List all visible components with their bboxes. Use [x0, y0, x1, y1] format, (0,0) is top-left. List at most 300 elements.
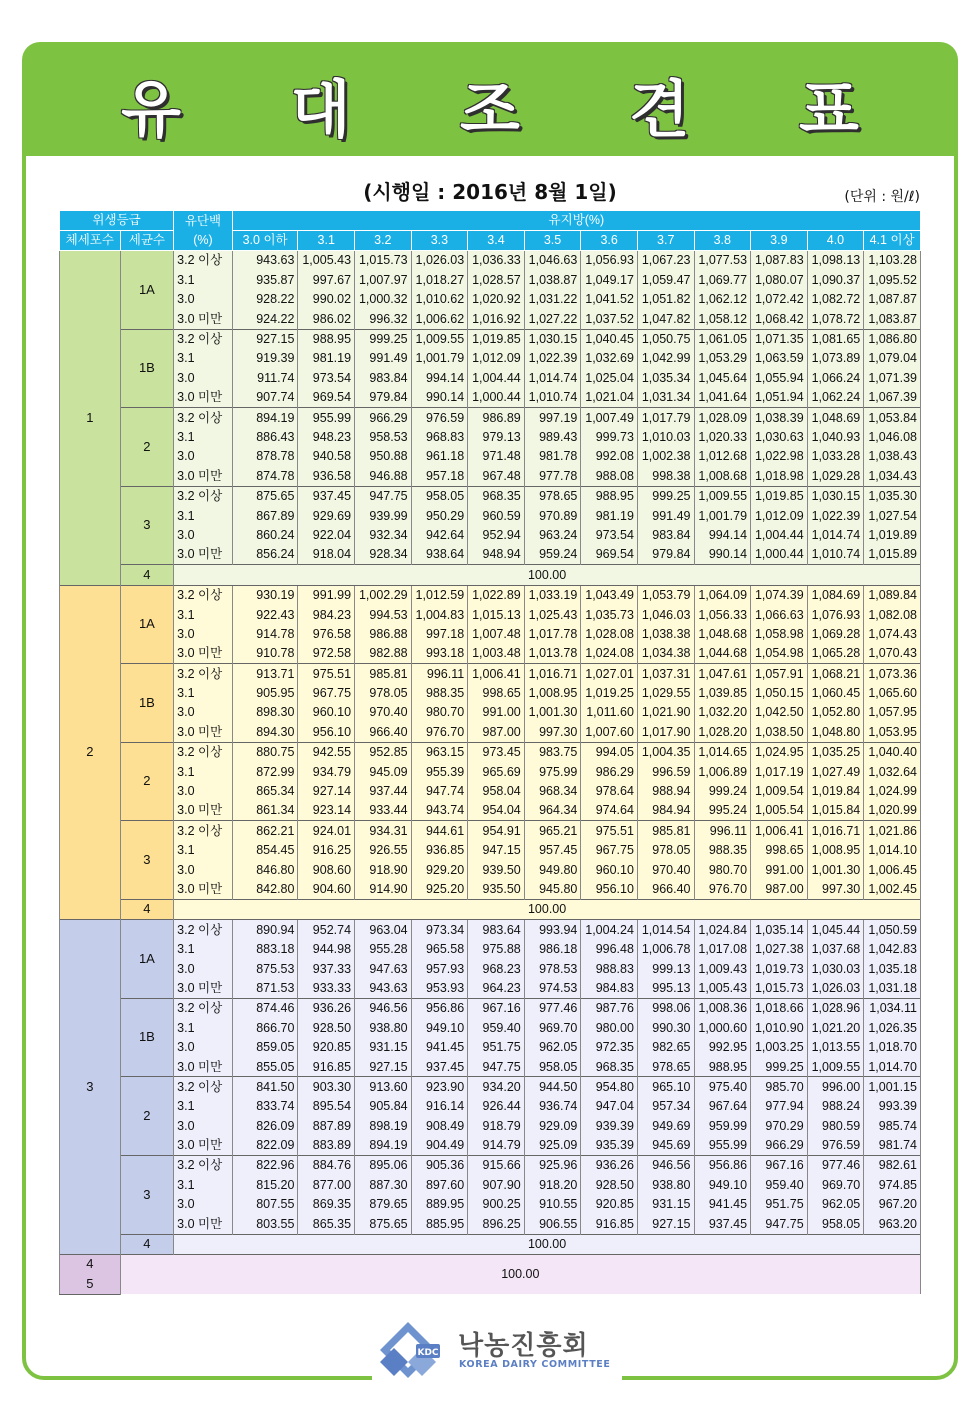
- protein-level-cell: 3.1: [174, 1018, 233, 1037]
- price-cell: 944.61: [411, 821, 468, 841]
- price-cell: 1,028.20: [694, 722, 751, 742]
- price-cell: 1,008.95: [807, 841, 864, 860]
- price-cell: 946.88: [355, 466, 412, 486]
- price-cell: 981.74: [864, 1136, 921, 1156]
- price-cell: 1,021.86: [864, 821, 921, 841]
- price-cell: 871.53: [232, 978, 298, 998]
- price-cell: 955.28: [355, 940, 412, 959]
- protein-level-cell: 3.2 이상: [174, 1077, 233, 1097]
- price-cell: 897.60: [411, 1175, 468, 1194]
- price-cell: 962.05: [807, 1195, 864, 1214]
- price-cell: 1,010.03: [637, 428, 694, 447]
- price-cell: 1,019.84: [807, 782, 864, 801]
- price-cell: 991.49: [355, 349, 412, 368]
- price-cell: 989.43: [524, 428, 581, 447]
- price-cell: 918.90: [355, 860, 412, 879]
- price-cell: 961.18: [411, 447, 468, 466]
- price-cell: 906.55: [524, 1214, 581, 1234]
- price-cell: 984.83: [581, 978, 638, 998]
- price-cell: 1,019.89: [864, 525, 921, 544]
- price-cell: 916.85: [298, 1057, 355, 1077]
- bacteria-grade-cell: 4: [120, 1234, 174, 1254]
- price-cell: 978.05: [637, 841, 694, 860]
- price-cell: 896.25: [468, 1214, 525, 1234]
- price-cell: 1,027.54: [864, 506, 921, 525]
- price-cell: 1,074.39: [751, 585, 808, 605]
- price-cell: 1,025.43: [524, 605, 581, 624]
- table-row: [60, 1175, 921, 1194]
- table-row: [60, 940, 921, 959]
- fat-col-header: 3.1: [298, 231, 355, 251]
- fat-col-header: 3.2: [355, 231, 412, 251]
- price-cell: 1,079.04: [864, 349, 921, 368]
- price-cell: 1,069.28: [807, 624, 864, 643]
- price-cell: 987.00: [468, 722, 525, 742]
- price-cell: 965.69: [468, 762, 525, 781]
- price-cell: 1,018.70: [864, 1038, 921, 1057]
- price-cell: 939.99: [355, 506, 412, 525]
- price-cell: 913.60: [355, 1077, 412, 1097]
- price-cell: 1,017.90: [637, 722, 694, 742]
- price-cell: 1,048.80: [807, 722, 864, 742]
- price-cell: 1,051.82: [637, 290, 694, 309]
- price-cell: 975.51: [581, 821, 638, 841]
- price-cell: 862.21: [232, 821, 298, 841]
- price-cell: 1,103.28: [864, 251, 921, 271]
- protein-level-cell: 3.1: [174, 684, 233, 703]
- price-cell: 937.45: [411, 1057, 468, 1077]
- price-cell: 1,071.35: [751, 329, 808, 349]
- price-cell: 1,011.60: [581, 703, 638, 722]
- price-cell: 966.40: [637, 880, 694, 900]
- price-cell: 1,073.36: [864, 664, 921, 684]
- price-cell: 875.65: [355, 1214, 412, 1234]
- price-cell: 990.14: [411, 388, 468, 408]
- price-cell: 920.85: [298, 1038, 355, 1057]
- price-cell: 967.16: [468, 998, 525, 1018]
- price-cell: 996.48: [581, 940, 638, 959]
- price-cell: 842.80: [232, 880, 298, 900]
- price-cell: 948.94: [468, 545, 525, 565]
- price-cell: 988.08: [581, 466, 638, 486]
- price-cell: 1,018.66: [751, 998, 808, 1018]
- price-cell: 1,022.98: [751, 447, 808, 466]
- kdc-mark-text: KDC: [417, 1348, 439, 1358]
- price-cell: 997.67: [298, 270, 355, 289]
- price-cell: 1,014.65: [694, 742, 751, 762]
- price-cell: 1,005.54: [751, 801, 808, 821]
- price-cell: 1,030.15: [524, 329, 581, 349]
- protein-level-cell: 3.0 미만: [174, 801, 233, 821]
- protein-level-cell: 3.0: [174, 1116, 233, 1135]
- price-cell: 1,000.44: [751, 545, 808, 565]
- price-cell: 1,009.55: [694, 486, 751, 506]
- price-cell: 927.15: [232, 329, 298, 349]
- price-cell: 1,001.15: [864, 1077, 921, 1097]
- price-cell: 1,014.74: [807, 525, 864, 544]
- price-cell: 947.15: [468, 841, 525, 860]
- price-cell: 1,004.44: [468, 368, 525, 387]
- bacteria-grade-cell: 3: [120, 1155, 174, 1234]
- price-cell: 959.40: [468, 1018, 525, 1037]
- price-cell: 894.30: [232, 722, 298, 742]
- price-cell: 1,050.59: [864, 920, 921, 940]
- fat-header: 유지방(%): [232, 211, 920, 231]
- price-cell: 1,009.55: [411, 329, 468, 349]
- protein-level-cell: 3.0: [174, 624, 233, 643]
- table-row: [60, 860, 921, 879]
- table-row: [60, 525, 921, 544]
- price-cell: 954.91: [468, 821, 525, 841]
- price-cell: 860.24: [232, 525, 298, 544]
- price-cell: 886.43: [232, 428, 298, 447]
- price-cell: 1,010.74: [524, 388, 581, 408]
- price-cell: 943.63: [355, 978, 412, 998]
- price-cell: 833.74: [232, 1097, 298, 1116]
- price-cell: 1,031.34: [637, 388, 694, 408]
- table-row: [60, 801, 921, 821]
- price-cell: 933.44: [355, 801, 412, 821]
- price-cell: 1,041.52: [581, 290, 638, 309]
- price-cell: 985.81: [355, 664, 412, 684]
- price-cell: 956.10: [298, 722, 355, 742]
- table-row: [60, 644, 921, 664]
- price-cell: 993.94: [524, 920, 581, 940]
- price-cell: 988.35: [411, 684, 468, 703]
- price-cell: 1,003.48: [468, 644, 525, 664]
- price-cell: 865.35: [298, 1214, 355, 1234]
- price-cell: 1,013.78: [524, 644, 581, 664]
- bacteria-grade-cell: 1A: [120, 920, 174, 999]
- price-cell: 967.75: [581, 841, 638, 860]
- price-cell: 999.25: [355, 329, 412, 349]
- price-cell: 1,024.08: [581, 644, 638, 664]
- price-cell: 922.43: [232, 605, 298, 624]
- protein-level-cell: 3.0: [174, 525, 233, 544]
- price-cell: 963.24: [524, 525, 581, 544]
- price-cell: 1,019.85: [468, 329, 525, 349]
- price-cell: 1,076.93: [807, 605, 864, 624]
- price-cell: 979.84: [355, 388, 412, 408]
- protein-level-cell: 3.0 미만: [174, 309, 233, 329]
- table-row: [60, 605, 921, 624]
- price-cell: 887.89: [298, 1116, 355, 1135]
- price-cell: 1,041.64: [694, 388, 751, 408]
- price-cell: 973.45: [468, 742, 525, 762]
- price-cell: 965.21: [524, 821, 581, 841]
- price-cell: 1,012.09: [468, 349, 525, 368]
- price-cell: 1,084.69: [807, 585, 864, 605]
- table-row: [60, 585, 921, 605]
- fat-col-header: 4.1 이상: [864, 231, 921, 251]
- price-cell: 890.94: [232, 920, 298, 940]
- price-cell: 1,042.83: [864, 940, 921, 959]
- price-cell: 1,032.20: [694, 703, 751, 722]
- fat-col-header: 4.0: [807, 231, 864, 251]
- price-cell: 999.25: [637, 486, 694, 506]
- price-cell: 1,000.60: [694, 1018, 751, 1037]
- price-cell: 918.04: [298, 545, 355, 565]
- price-cell: 1,007.48: [468, 624, 525, 643]
- price-cell: 1,053.84: [864, 408, 921, 428]
- price-cell: 964.34: [524, 801, 581, 821]
- price-cell: 1,061.05: [694, 329, 751, 349]
- somatic-grade-cell: 5: [60, 1274, 121, 1294]
- price-cell: 1,004.35: [637, 742, 694, 762]
- price-cell: 1,070.43: [864, 644, 921, 664]
- price-cell: 1,039.85: [694, 684, 751, 703]
- table-row: [60, 920, 921, 940]
- price-cell: 1,062.24: [807, 388, 864, 408]
- price-cell: 986.18: [524, 940, 581, 959]
- price-cell: 895.06: [355, 1155, 412, 1175]
- table-row: [60, 368, 921, 387]
- price-cell: 988.95: [581, 486, 638, 506]
- price-cell: 1,018.98: [751, 466, 808, 486]
- price-cell: 872.99: [232, 762, 298, 781]
- price-cell: 996.00: [807, 1077, 864, 1097]
- price-cell: 1,082.08: [864, 605, 921, 624]
- price-cell: 1,089.84: [864, 585, 921, 605]
- hygiene-grade-header: 위생등급: [60, 211, 174, 231]
- price-cell: 958.05: [411, 486, 468, 506]
- price-cell: 936.26: [298, 998, 355, 1018]
- protein-level-cell: 3.2 이상: [174, 821, 233, 841]
- price-cell: 1,002.45: [864, 880, 921, 900]
- price-cell: 1,047.82: [637, 309, 694, 329]
- protein-level-cell: 3.1: [174, 762, 233, 781]
- price-cell: 978.65: [524, 486, 581, 506]
- protein-level-cell: 3.2 이상: [174, 1155, 233, 1175]
- price-cell: 911.74: [232, 368, 298, 387]
- price-cell: 966.40: [355, 722, 412, 742]
- price-cell: 976.59: [807, 1136, 864, 1156]
- price-cell: 983.84: [637, 525, 694, 544]
- price-cell: 875.53: [232, 959, 298, 978]
- price-cell: 974.64: [581, 801, 638, 821]
- price-cell: 957.18: [411, 466, 468, 486]
- price-cell: 959.99: [694, 1116, 751, 1135]
- price-cell: 895.54: [298, 1097, 355, 1116]
- price-cell: 1,071.39: [864, 368, 921, 387]
- price-cell: 983.75: [524, 742, 581, 762]
- price-cell: 1,028.08: [581, 624, 638, 643]
- price-cell: 1,050.15: [751, 684, 808, 703]
- price-cell: 966.29: [751, 1136, 808, 1156]
- price-cell: 1,073.89: [807, 349, 864, 368]
- flat-price-cell: 100.00: [120, 1254, 920, 1294]
- price-cell: 889.95: [411, 1195, 468, 1214]
- price-cell: 1,009.43: [694, 959, 751, 978]
- table-row: [60, 1038, 921, 1057]
- price-cell: 977.46: [807, 1155, 864, 1175]
- price-cell: 1,005.43: [298, 251, 355, 271]
- protein-level-cell: 3.1: [174, 1175, 233, 1194]
- bacteria-header: 세균수: [120, 231, 174, 251]
- price-cell: 1,069.77: [694, 270, 751, 289]
- price-cell: 945.69: [637, 1136, 694, 1156]
- price-cell: 1,003.25: [751, 1038, 808, 1057]
- price-cell: 894.19: [232, 408, 298, 428]
- price-cell: 1,006.78: [637, 940, 694, 959]
- price-cell: 859.05: [232, 1038, 298, 1057]
- price-cell: 807.55: [232, 1195, 298, 1214]
- price-cell: 1,028.57: [468, 270, 525, 289]
- price-cell: 1,024.99: [864, 782, 921, 801]
- price-cell: 900.25: [468, 1195, 525, 1214]
- table-row: [60, 880, 921, 900]
- price-cell: 1,006.41: [468, 664, 525, 684]
- price-cell: 968.35: [468, 486, 525, 506]
- price-cell: 885.95: [411, 1214, 468, 1234]
- price-cell: 1,062.12: [694, 290, 751, 309]
- price-cell: 914.90: [355, 880, 412, 900]
- price-cell: 949.80: [524, 860, 581, 879]
- price-cell: 1,015.84: [807, 801, 864, 821]
- price-cell: 1,057.95: [864, 703, 921, 722]
- bacteria-grade-cell: 4: [120, 565, 174, 585]
- price-cell: 974.53: [524, 978, 581, 998]
- price-cell: 963.04: [355, 920, 412, 940]
- protein-level-cell: 3.0 미만: [174, 978, 233, 998]
- price-cell: 1,068.42: [751, 309, 808, 329]
- price-cell: 1,022.39: [524, 349, 581, 368]
- price-cell: 945.09: [355, 762, 412, 781]
- protein-level-cell: 3.2 이상: [174, 251, 233, 271]
- table-row: [60, 1057, 921, 1077]
- price-cell: 938.64: [411, 545, 468, 565]
- price-cell: 1,068.21: [807, 664, 864, 684]
- protein-header-unit: (%): [193, 232, 213, 247]
- price-cell: 948.23: [298, 428, 355, 447]
- table-row: [60, 309, 921, 329]
- price-cell: 947.74: [411, 782, 468, 801]
- price-cell: 1,072.42: [751, 290, 808, 309]
- protein-level-cell: 3.0: [174, 290, 233, 309]
- price-cell: 938.80: [637, 1175, 694, 1194]
- price-cell: 865.34: [232, 782, 298, 801]
- price-cell: 1,035.30: [864, 486, 921, 506]
- price-cell: 965.58: [411, 940, 468, 959]
- price-cell: 1,030.15: [807, 486, 864, 506]
- protein-level-cell: 3.0: [174, 1195, 233, 1214]
- price-cell: 1,060.45: [807, 684, 864, 703]
- price-cell: 997.18: [411, 624, 468, 643]
- price-cell: 904.49: [411, 1136, 468, 1156]
- bacteria-grade-cell: 3: [120, 821, 174, 900]
- price-cell: 1,051.94: [751, 388, 808, 408]
- price-cell: 1,035.25: [807, 742, 864, 762]
- price-cell: 947.75: [355, 486, 412, 506]
- price-cell: 1,001.79: [694, 506, 751, 525]
- table-row: [60, 447, 921, 466]
- protein-level-cell: 3.0: [174, 447, 233, 466]
- price-cell: 942.64: [411, 525, 468, 544]
- price-cell: 919.39: [232, 349, 298, 368]
- price-cell: 1,010.90: [751, 1018, 808, 1037]
- price-cell: 991.00: [751, 860, 808, 879]
- protein-level-cell: 3.1: [174, 1097, 233, 1116]
- price-cell: 1,077.53: [694, 251, 751, 271]
- price-cell: 1,030.03: [807, 959, 864, 978]
- price-cell: 1,066.24: [807, 368, 864, 387]
- effective-date: (시행일 : 2016년 8월 1일): [363, 180, 617, 204]
- price-cell: 1,028.09: [694, 408, 751, 428]
- price-cell: 987.76: [581, 998, 638, 1018]
- price-cell: 929.09: [524, 1116, 581, 1135]
- price-cell: 995.24: [694, 801, 751, 821]
- price-cell: 947.75: [468, 1057, 525, 1077]
- price-cell: 981.78: [524, 447, 581, 466]
- price-cell: 962.05: [524, 1038, 581, 1057]
- protein-level-cell: 3.0 미만: [174, 388, 233, 408]
- price-cell: 928.22: [232, 290, 298, 309]
- price-cell: 1,095.52: [864, 270, 921, 289]
- price-cell: 1,053.29: [694, 349, 751, 368]
- price-cell: 976.70: [694, 880, 751, 900]
- price-cell: 952.94: [468, 525, 525, 544]
- protein-level-cell: 3.0 미만: [174, 722, 233, 742]
- table-row: [60, 545, 921, 565]
- price-cell: 973.54: [581, 525, 638, 544]
- table-row: [60, 722, 921, 742]
- price-cell: 1,038.87: [524, 270, 581, 289]
- price-cell: 1,000.32: [355, 290, 412, 309]
- price-cell: 984.23: [298, 605, 355, 624]
- table-row: [60, 1214, 921, 1234]
- price-cell: 934.79: [298, 762, 355, 781]
- price-cell: 1,048.69: [807, 408, 864, 428]
- protein-level-cell: 3.2 이상: [174, 664, 233, 684]
- price-cell: 1,004.24: [581, 920, 638, 940]
- protein-level-cell: 3.2 이상: [174, 585, 233, 605]
- price-cell: 1,046.03: [637, 605, 694, 624]
- price-cell: 947.75: [751, 1214, 808, 1234]
- price-cell: 1,016.71: [524, 664, 581, 684]
- price-cell: 946.56: [355, 998, 412, 1018]
- price-cell: 1,016.92: [468, 309, 525, 329]
- page-title: 유 대 조 견 표: [121, 73, 903, 146]
- price-cell: 1,012.68: [694, 447, 751, 466]
- price-cell: 988.95: [694, 1057, 751, 1077]
- price-cell: 1,019.25: [581, 684, 638, 703]
- price-cell: 879.65: [355, 1195, 412, 1214]
- price-cell: 994.05: [581, 742, 638, 762]
- price-cell: 916.14: [411, 1097, 468, 1116]
- price-cell: 934.31: [355, 821, 412, 841]
- price-cell: 1,035.14: [751, 920, 808, 940]
- price-cell: 967.16: [751, 1155, 808, 1175]
- price-cell: 1,031.22: [524, 290, 581, 309]
- price-cell: 941.45: [411, 1038, 468, 1057]
- price-cell: 981.19: [581, 506, 638, 525]
- price-cell: 991.49: [637, 506, 694, 525]
- price-cell: 999.25: [751, 1057, 808, 1077]
- price-cell: 953.93: [411, 978, 468, 998]
- price-cell: 1,052.80: [807, 703, 864, 722]
- price-cell: 947.04: [581, 1097, 638, 1116]
- price-cell: 928.34: [355, 545, 412, 565]
- protein-level-cell: 3.2 이상: [174, 329, 233, 349]
- price-cell: 1,054.98: [751, 644, 808, 664]
- bacteria-grade-cell: 1A: [120, 585, 174, 664]
- price-cell: 1,006.41: [751, 821, 808, 841]
- table-row: [60, 978, 921, 998]
- price-cell: 1,045.44: [807, 920, 864, 940]
- somatic-grade-cell: 3: [60, 920, 121, 1255]
- price-cell: 861.34: [232, 801, 298, 821]
- price-cell: 1,038.38: [637, 624, 694, 643]
